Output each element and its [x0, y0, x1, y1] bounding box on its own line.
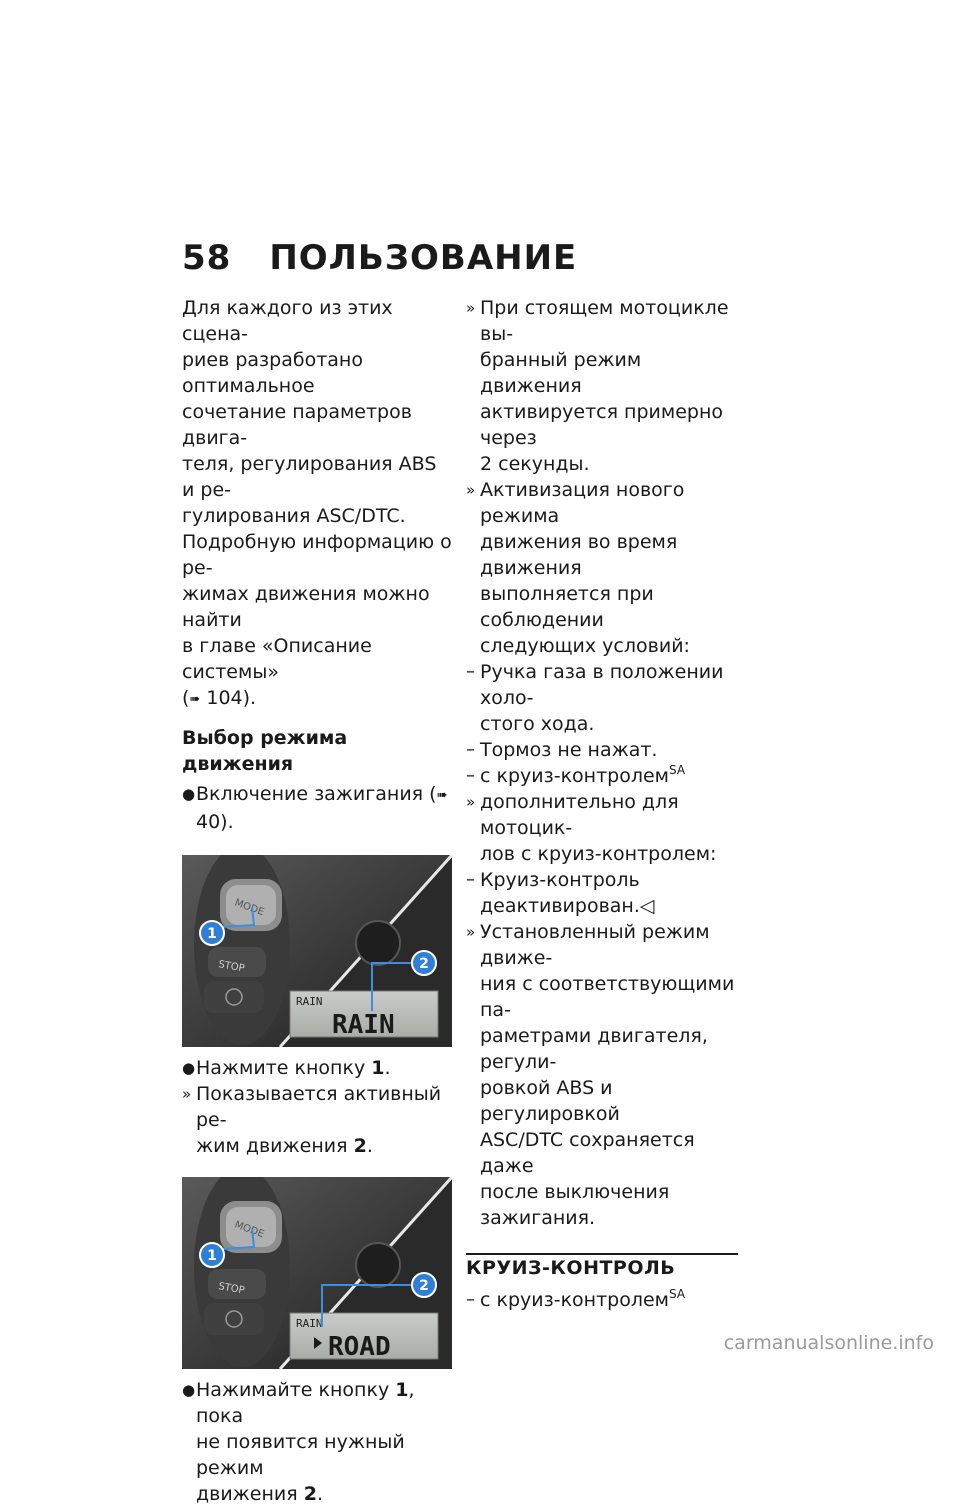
result-line: раметрами двигателя, регули-: [480, 1025, 708, 1073]
result-line: ровкой ABS и регулировкой: [480, 1077, 620, 1125]
step-ref[interactable]: 40).: [196, 811, 234, 833]
result-line: 2 секунды.: [480, 453, 590, 475]
result-line: лов с круиз-контролем:: [480, 843, 717, 865]
result-ref-number: 2: [353, 1135, 367, 1157]
result-item: [466, 477, 738, 659]
step-line: [196, 1481, 454, 1507]
watermark: carmanualsonline.info: [723, 1332, 934, 1354]
step-text: Нажимайте кнопку: [196, 1379, 396, 1401]
step-line: [196, 1377, 454, 1429]
condition-line: Тормоз не нажат.: [480, 739, 658, 761]
result-mark-icon: »: [466, 923, 476, 941]
step-text: Нажмите кнопку: [196, 1057, 372, 1079]
section-heading-mode-select: Выбор режима движения: [182, 727, 348, 775]
mode-button-label: MODE: [232, 1219, 266, 1241]
result-item: [466, 295, 738, 477]
end-mark-icon: ◁: [639, 895, 655, 917]
condition-item: [466, 763, 738, 789]
bullet-icon: ●: [182, 1381, 196, 1399]
callout-2: 2: [419, 956, 429, 972]
condition-item: [466, 1287, 738, 1313]
result-line: бранный режим движения: [480, 349, 642, 397]
result-mark-icon: »: [466, 793, 476, 811]
intro-paragraph: [182, 295, 454, 713]
dash-mark-icon: –: [466, 765, 475, 786]
bullet-icon: ●: [182, 785, 196, 803]
stop-button-label: STOP: [217, 1281, 246, 1297]
instruction-step: [182, 1377, 454, 1507]
condition-line: Ручка газа в положении холо-: [480, 661, 724, 709]
step-ref-number: 1: [395, 1379, 409, 1401]
intro-line: Для каждого из этих сцена-: [182, 297, 393, 345]
result-mark-icon: »: [466, 299, 476, 317]
result-line: движения во время движения: [480, 531, 678, 579]
display-large-text: RAIN: [332, 1010, 395, 1040]
callout-1: 1: [207, 926, 217, 942]
condition-line: [480, 893, 738, 919]
intro-ref[interactable]: 104).: [206, 687, 257, 709]
result-line: выполняется при соблюдении: [480, 583, 654, 631]
display-small-text: RAIN: [296, 1317, 323, 1330]
step-text: движения: [196, 1483, 304, 1505]
display-small-text: RAIN: [296, 995, 323, 1008]
condition-item: [466, 737, 738, 763]
result-line: ния с соответствующими па-: [480, 973, 735, 1021]
callout-2: 2: [419, 1278, 429, 1294]
page-header: [182, 238, 577, 278]
option-badge: SA: [669, 1287, 686, 1301]
result-line: При стоящем мотоцикле вы-: [480, 297, 729, 345]
condition-text: с круиз-контролем: [480, 765, 670, 787]
page-number: 58: [182, 238, 232, 278]
left-column: [182, 295, 454, 1507]
mode-button-label: MODE: [232, 897, 266, 919]
intro-line: жимах движения можно найти: [182, 583, 430, 631]
result-line: Установленный режим движе-: [480, 921, 710, 969]
dash-mark-icon: –: [466, 661, 475, 682]
stop-button-label: STOP: [217, 959, 246, 975]
result-line: Показывается активный ре-: [196, 1083, 442, 1131]
step-text: Включение зажигания (: [196, 783, 437, 805]
display-large-text: ROAD: [328, 1332, 391, 1362]
intro-ref-line: (➠ 104).: [182, 685, 454, 713]
dash-mark-icon: –: [466, 869, 475, 890]
condition-line: стого хода.: [480, 713, 595, 735]
step-end: .: [384, 1057, 391, 1079]
bullet-icon: ●: [182, 1059, 196, 1077]
step-ref-number: 1: [371, 1057, 385, 1079]
step-text: , пока: [196, 1379, 415, 1427]
result-item: [182, 1081, 454, 1159]
result-line: Активизация нового режима: [480, 479, 685, 527]
result-line: дополнительно для мотоцик-: [480, 791, 679, 839]
right-column: [466, 295, 738, 1313]
result-line: [196, 1133, 454, 1159]
result-text: жим движения: [196, 1135, 354, 1157]
figure-mode-button-rain: [182, 855, 452, 1047]
page-title: ПОЛЬЗОВАНИЕ: [269, 238, 578, 278]
condition-item: [466, 659, 738, 737]
result-line: активируется примерно через: [480, 401, 724, 449]
intro-line: риев разработано оптимальное: [182, 349, 363, 397]
intro-line: Подробную информацию о ре-: [182, 531, 452, 579]
condition-line: Круиз-контроль: [480, 869, 640, 891]
page-ref-arrow-icon: ➠: [436, 788, 448, 803]
figure-mode-button-road: [182, 1177, 452, 1369]
step-ref-number: 2: [303, 1483, 317, 1505]
section-title-cruise-control: КРУИЗ-КОНТРОЛЬ: [466, 1257, 676, 1279]
result-mark-icon: »: [466, 481, 476, 499]
result-line: ASC/DTC сохраняется даже: [480, 1129, 695, 1177]
condition-line: [480, 1287, 738, 1313]
dash-mark-icon: –: [466, 739, 475, 760]
step-line: не появится нужный режим: [196, 1431, 405, 1479]
condition-text: деактивирован.: [480, 895, 640, 917]
result-line: после выключения зажигания.: [480, 1181, 670, 1229]
intro-line: теля, регулирования ABS и ре-: [182, 453, 437, 501]
condition-item: [466, 867, 738, 919]
instruction-step: [182, 1055, 454, 1081]
instruction-step: [182, 781, 454, 835]
intro-line: сочетание параметров двига-: [182, 401, 412, 449]
step-end: .: [316, 1483, 324, 1505]
option-badge: SA: [669, 763, 686, 777]
result-mark-icon: »: [182, 1085, 192, 1103]
callout-1: 1: [207, 1248, 217, 1264]
intro-line: гулирования ASC/DTC.: [182, 505, 406, 527]
page-ref-arrow-icon: ➠: [189, 692, 201, 707]
result-end: .: [366, 1135, 373, 1157]
dash-mark-icon: –: [466, 1289, 475, 1310]
result-item: [466, 919, 738, 1231]
result-item: [466, 789, 738, 867]
result-line: следующих условий:: [480, 635, 690, 657]
condition-text: с круиз-контролем: [480, 1289, 670, 1311]
intro-line: в главе «Описание системы»: [182, 635, 372, 683]
condition-line: [480, 763, 738, 789]
